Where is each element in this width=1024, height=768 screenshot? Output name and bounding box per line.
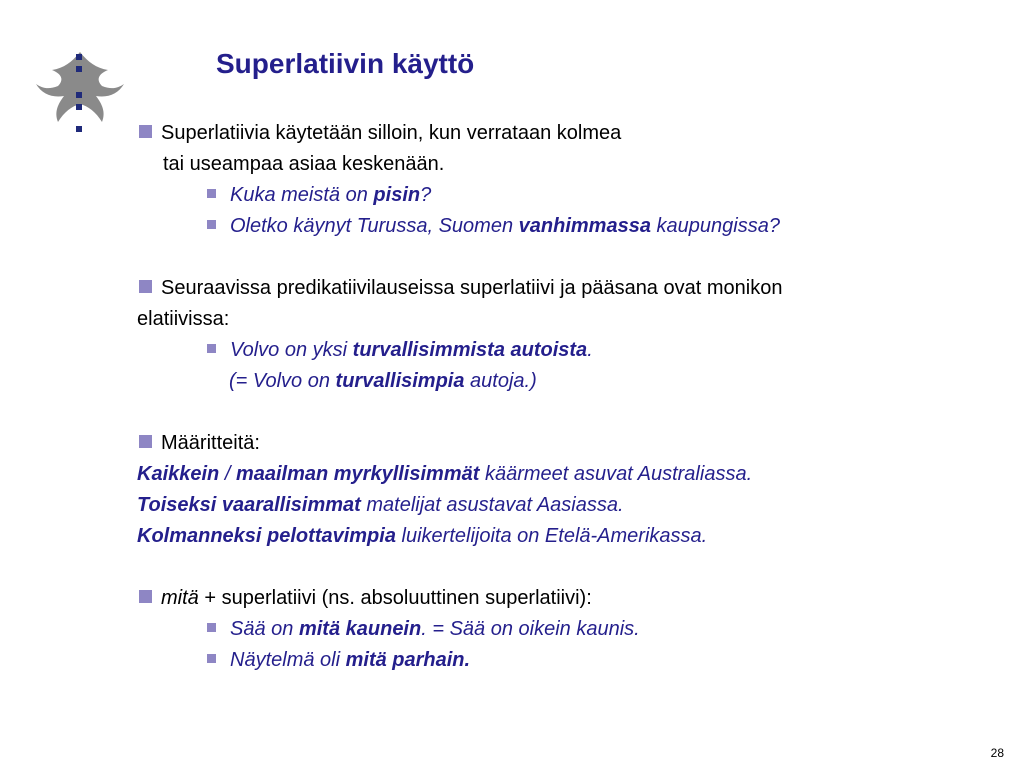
square-bullet-icon	[139, 125, 152, 138]
example-item: Oletko käynyt Turussa, Suomen vanhimmassa kaupungissa?	[137, 211, 997, 242]
logo-dot	[76, 92, 82, 98]
small-square-bullet-icon	[207, 344, 216, 353]
example-item: Volvo on yksi turvallisimmista autoista.	[137, 335, 997, 366]
example-item: Kuka meistä on pisin?	[137, 180, 997, 211]
small-square-bullet-icon	[207, 220, 216, 229]
bullet-item: Superlatiivia käytetään silloin, kun verrataan kolmea	[137, 118, 997, 149]
logo-dot	[76, 54, 82, 60]
bullet-continuation: tai useampaa asiaa keskenään.	[163, 153, 445, 175]
slide-content	[137, 118, 997, 676]
small-square-bullet-icon	[207, 654, 216, 663]
example-row: Kaikkein / maailman myrkyllisimmät käärmeet asuvat Australiassa.	[137, 463, 753, 485]
example-row: Kolmanneksi pelottavimpia luikertelijoita on Etelä-Amerikassa.	[137, 525, 708, 547]
spacer	[137, 242, 997, 273]
example-continuation: (= Volvo on turvallisimpia autoja.)	[229, 370, 537, 392]
small-square-bullet-icon	[207, 623, 216, 632]
logo-dot	[76, 126, 82, 132]
logo-dot	[76, 66, 82, 72]
bullet-continuation: elatiivissa:	[137, 308, 230, 330]
example-item: Sää on mitä kaunein. = Sää on oikein kaunis.	[137, 614, 997, 645]
example-row: Toiseksi vaarallisimmat matelijat asustavat Aasiassa.	[137, 494, 624, 516]
small-square-bullet-icon	[207, 189, 216, 198]
bullet-item: Määritteitä:	[137, 428, 997, 459]
square-bullet-icon	[139, 590, 152, 603]
bullet-item: mitä + superlatiivi (ns. absoluuttinen superlatiivi):	[137, 583, 997, 614]
example-item: Näytelmä oli mitä parhain.	[137, 645, 997, 676]
square-bullet-icon	[139, 435, 152, 448]
spacer	[137, 397, 997, 428]
square-bullet-icon	[139, 280, 152, 293]
logo-dot	[76, 104, 82, 110]
bullet-item: Seuraavissa predikatiivilauseissa superlatiivi ja pääsana ovat monikon	[137, 273, 997, 304]
page-number: 28	[990, 746, 1004, 760]
spacer	[137, 552, 997, 583]
slide-title: Superlatiivin käyttö	[216, 48, 475, 79]
